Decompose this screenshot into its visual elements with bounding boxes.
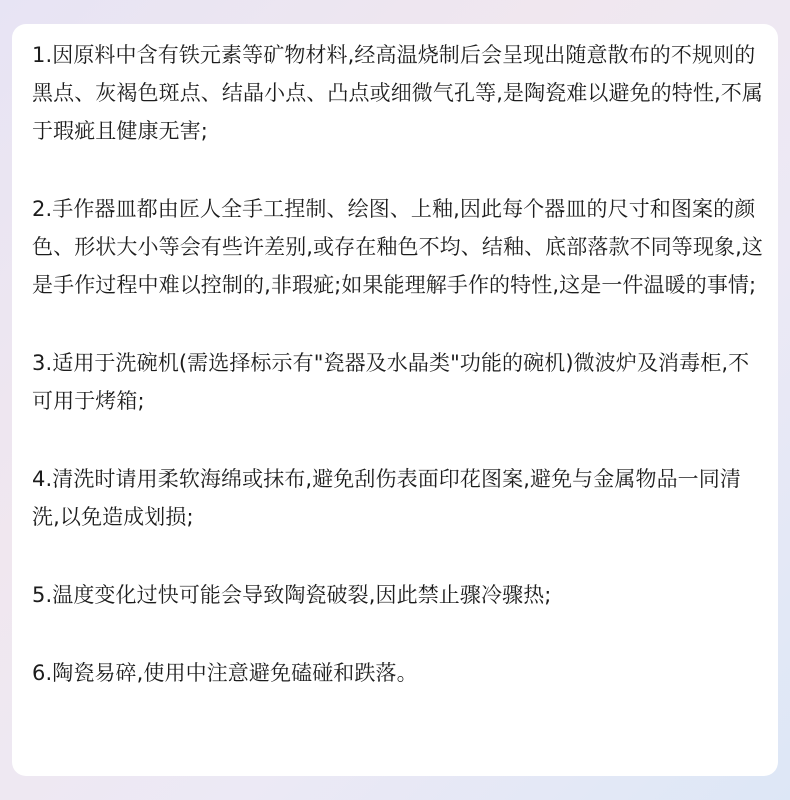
note-1: 1.因原料中含有铁元素等矿物材料,经高温烧制后会呈现出随意散布的不规则的黑点、灰褐色斑点、结晶小点、凸点或细微气孔等,是陶瓷难以避免的特性,不属于瑕疵且健康无害; — [32, 43, 763, 143]
note-4: 4.清洗时请用柔软海绵或抹布,避免刮伤表面印花图案,避免与金属物品一同清洗,以免造成划损; — [32, 467, 741, 529]
note-6: 6.陶瓷易碎,使用中注意避免磕碰和跌落。 — [32, 661, 418, 685]
notes-card — [12, 24, 778, 776]
note-3: 3.适用于洗碗机(需选择标示有"瓷器及水晶类"功能的碗机)微波炉及消毒柜,不可用于烤箱; — [32, 351, 750, 413]
note-5: 5.温度变化过快可能会导致陶瓷破裂,因此禁止骤冷骤热; — [32, 583, 552, 607]
note-2: 2.手作器皿都由匠人全手工捏制、绘图、上釉,因此每个器皿的尺寸和图案的颜色、形状大小等会有些许差别,或存在釉色不均、结釉、底部落款不同等现象,这是手作过程中难以控制的,非瑕疵;如果能理解手作的特性,这是一件温暖的事情; — [32, 197, 763, 297]
